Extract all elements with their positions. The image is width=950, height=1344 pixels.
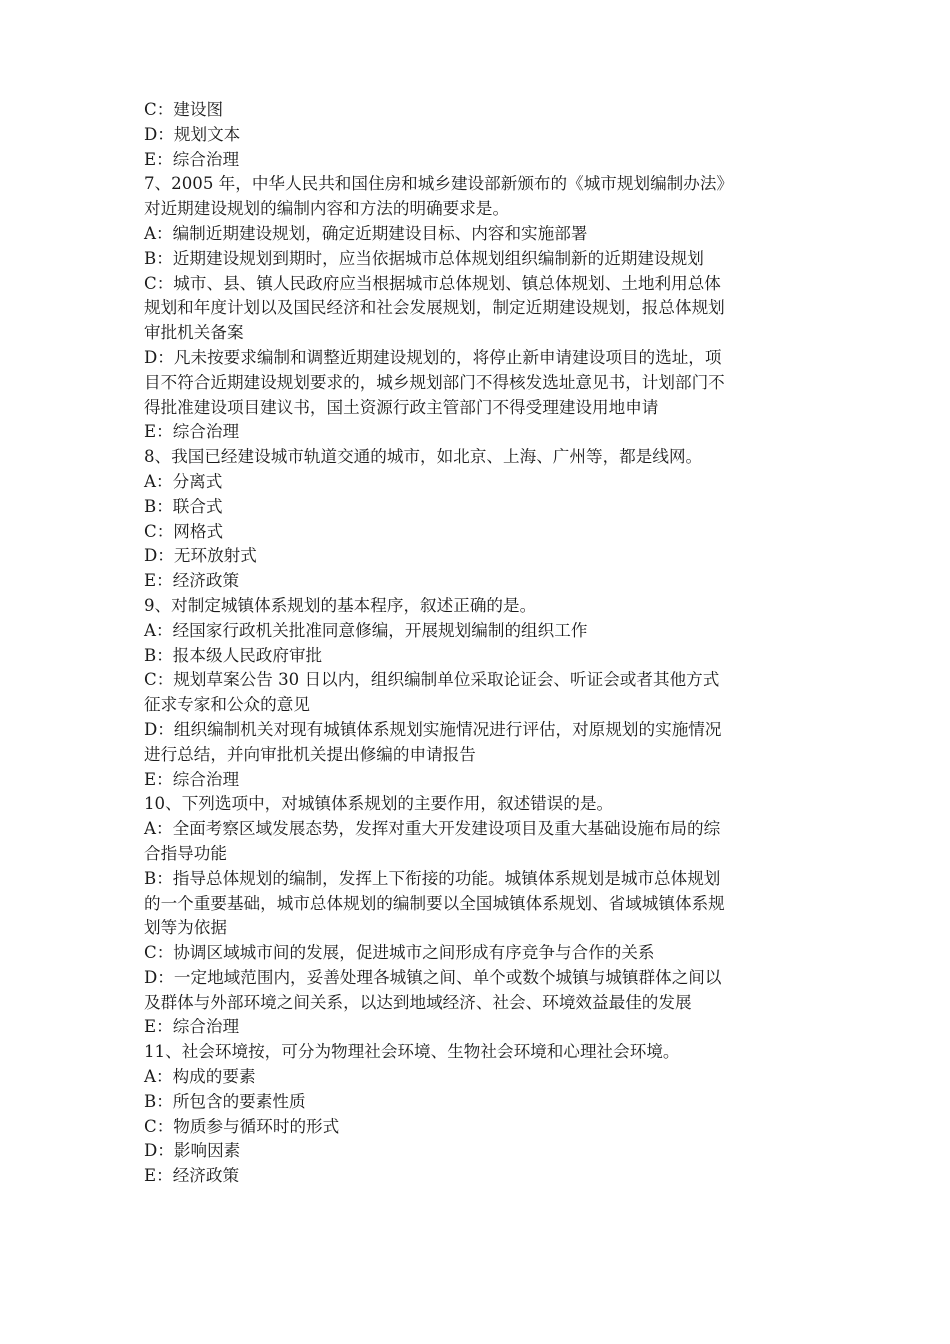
option-a: A：全面考察区域发展态势，发挥对重大开发建设项目及重大基础设施布局的综 bbox=[144, 819, 721, 839]
option-b-cont: 划等为依据 bbox=[144, 918, 227, 938]
option-b-cont: 的一个重要基础，城市总体规划的编制要以全国城镇体系规划、省域城镇体系规 bbox=[144, 893, 725, 913]
option-a: A：分离式 bbox=[144, 471, 223, 491]
option-e: E：经济政策 bbox=[144, 1166, 240, 1186]
option-a: A：构成的要素 bbox=[144, 1067, 256, 1087]
option-d: D：规划文本 bbox=[144, 124, 241, 144]
option-d-cont: 及群体与外部环境之间关系，以达到地域经济、社会、环境效益最佳的发展 bbox=[144, 992, 692, 1012]
option-e: E：综合治理 bbox=[144, 422, 240, 442]
option-c: C：城市、县、镇人民政府应当根据城市总体规划、镇总体规划、土地利用总体 bbox=[144, 273, 721, 293]
question-7: 7、2005 年，中华人民共和国住房和城乡建设部新颁布的《城市规划编制办法》 bbox=[144, 174, 734, 194]
option-a: A：编制近期建设规划，确定近期建设目标、内容和实施部署 bbox=[144, 223, 588, 243]
option-b: B：指导总体规划的编制，发挥上下衔接的功能。城镇体系规划是城市总体规划 bbox=[144, 868, 721, 888]
option-c-cont: 审批机关备案 bbox=[144, 323, 244, 343]
question-11: 11、社会环境按，可分为物理社会环境、生物社会环境和心理社会环境。 bbox=[144, 1042, 680, 1062]
option-d-cont: 目不符合近期建设规划要求的，城乡规划部门不得核发选址意见书，计划部门不 bbox=[144, 372, 725, 392]
option-e: E：综合治理 bbox=[144, 149, 240, 169]
option-d: D：影响因素 bbox=[144, 1141, 241, 1161]
option-c: C：建设图 bbox=[144, 100, 224, 119]
option-c: C：物质参与循环时的形式 bbox=[144, 1116, 340, 1136]
question-7-cont: 对近期建设规划的编制内容和方法的明确要求是。 bbox=[144, 199, 510, 219]
option-d: D：一定地域范围内，妥善处理各城镇之间、单个或数个城镇与城镇群体之间以 bbox=[144, 967, 722, 987]
option-e: E：综合治理 bbox=[144, 769, 240, 789]
option-c-cont: 征求专家和公众的意见 bbox=[144, 695, 310, 715]
option-a: A：经国家行政机关批准同意修编，开展规划编制的组织工作 bbox=[144, 620, 588, 640]
option-d: D：无环放射式 bbox=[144, 546, 257, 566]
document-body bbox=[144, 98, 810, 1189]
option-b: B：联合式 bbox=[144, 496, 223, 516]
option-c: C：网格式 bbox=[144, 521, 224, 541]
option-a-cont: 合指导功能 bbox=[144, 843, 227, 863]
option-d-cont: 进行总结，并向审批机关提出修编的申请报告 bbox=[144, 744, 476, 764]
option-e: E：经济政策 bbox=[144, 571, 240, 591]
option-b: B：报本级人民政府审批 bbox=[144, 645, 323, 665]
option-d-cont: 得批准建设项目建议书，国土资源行政主管部门不得受理建设用地申请 bbox=[144, 397, 659, 417]
option-b: B：近期建设规划到期时，应当依据城市总体规划组织编制新的近期建设规划 bbox=[144, 248, 704, 268]
option-d: D：凡未按要求编制和调整近期建设规划的，将停止新申请建设项目的选址，项 bbox=[144, 347, 722, 367]
option-c-cont: 规划和年度计划以及国民经济和社会发展规划，制定近期建设规划，报总体规划 bbox=[144, 298, 725, 318]
question-9: 9、对制定城镇体系规划的基本程序，叙述正确的是。 bbox=[144, 595, 537, 615]
question-8: 8、我国已经建设城市轨道交通的城市，如北京、上海、广州等，都是线网。 bbox=[144, 447, 703, 467]
option-c: C：规划草案公告 30 日以内，组织编制单位采取论证会、听证会或者其他方式 bbox=[144, 670, 720, 690]
option-e: E：综合治理 bbox=[144, 1017, 240, 1037]
option-d: D：组织编制机关对现有城镇体系规划实施情况进行评估，对原规划的实施情况 bbox=[144, 719, 722, 739]
option-c: C：协调区域城市间的发展，促进城市之间形成有序竞争与合作的关系 bbox=[144, 943, 655, 963]
question-10: 10、下列选项中，对城镇体系规划的主要作用，叙述错误的是。 bbox=[144, 794, 614, 814]
option-b: B：所包含的要素性质 bbox=[144, 1091, 306, 1111]
